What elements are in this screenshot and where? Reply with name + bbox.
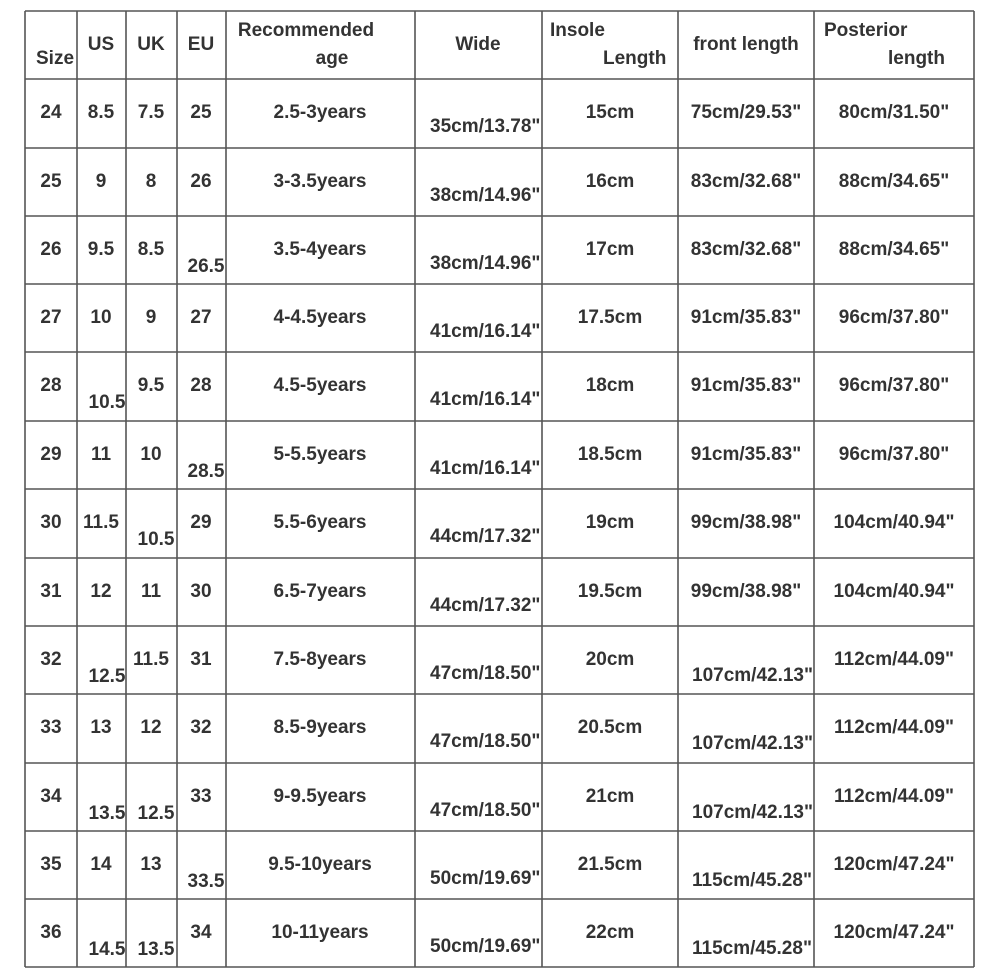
row-wide: 38cm/14.96" xyxy=(430,185,541,206)
row-size: 35 xyxy=(40,854,62,875)
row-posterior: 104cm/40.94" xyxy=(833,581,955,602)
row-uk: 8 xyxy=(145,171,157,192)
header-age-line2: age xyxy=(315,48,349,69)
row-posterior: 104cm/40.94" xyxy=(833,512,955,533)
row-eu: 33.5 xyxy=(187,871,225,892)
row-insole: 18.5cm xyxy=(577,444,643,465)
row-wide: 47cm/18.50" xyxy=(430,731,541,752)
row-wide: 38cm/14.96" xyxy=(430,253,541,274)
row-uk: 9 xyxy=(145,307,157,328)
row-size: 28 xyxy=(40,375,62,396)
row-posterior: 112cm/44.09" xyxy=(834,649,954,670)
row-insole: 19cm xyxy=(585,512,635,533)
row-eu: 31 xyxy=(190,649,212,670)
header-insole-line1: Insole xyxy=(550,20,605,41)
row-insole: 21cm xyxy=(585,786,635,807)
row-age: 3-3.5years xyxy=(273,171,367,192)
row-uk: 9.5 xyxy=(137,375,165,396)
row-age: 9-9.5years xyxy=(273,786,367,807)
row-wide: 47cm/18.50" xyxy=(430,800,541,821)
row-insole: 15cm xyxy=(585,102,635,123)
row-us: 8.5 xyxy=(87,102,115,123)
row-insole: 16cm xyxy=(585,171,635,192)
row-insole: 17.5cm xyxy=(577,307,643,328)
row-age: 7.5-8years xyxy=(273,649,367,670)
row-posterior: 96cm/37.80" xyxy=(838,375,950,396)
row-age: 3.5-4years xyxy=(273,239,367,260)
row-age: 6.5-7years xyxy=(273,581,367,602)
row-eu: 27 xyxy=(190,307,212,328)
row-size: 24 xyxy=(40,102,62,123)
row-us: 12 xyxy=(90,581,112,602)
row-size: 25 xyxy=(40,171,62,192)
row-size: 33 xyxy=(40,717,62,738)
row-wide: 41cm/16.14" xyxy=(430,458,541,479)
row-us: 12.5 xyxy=(88,666,126,687)
row-size: 31 xyxy=(40,581,62,602)
row-eu: 32 xyxy=(190,717,212,738)
header-front: front length xyxy=(693,34,799,55)
row-age: 5-5.5years xyxy=(273,444,367,465)
row-age: 4-4.5years xyxy=(273,307,367,328)
row-us: 14 xyxy=(90,854,112,875)
row-age: 10-11years xyxy=(271,922,369,943)
row-size: 26 xyxy=(40,239,62,260)
row-us: 11.5 xyxy=(83,512,119,533)
row-insole: 22cm xyxy=(585,922,635,943)
row-eu: 28.5 xyxy=(187,461,225,482)
row-front: 107cm/42.13" xyxy=(692,733,813,754)
row-uk: 10 xyxy=(140,444,162,465)
row-uk: 13 xyxy=(140,854,162,875)
row-us: 10 xyxy=(90,307,112,328)
row-us: 11 xyxy=(90,444,112,465)
row-front: 91cm/35.83" xyxy=(690,307,802,328)
row-posterior: 96cm/37.80" xyxy=(838,307,950,328)
header-size: Size xyxy=(36,48,75,69)
row-posterior: 88cm/34.65" xyxy=(838,239,950,260)
row-insole: 17cm xyxy=(585,239,635,260)
row-eu: 29 xyxy=(190,512,212,533)
row-size: 36 xyxy=(40,922,62,943)
row-uk: 11.5 xyxy=(133,649,169,670)
row-posterior: 112cm/44.09" xyxy=(834,717,954,738)
row-posterior: 88cm/34.65" xyxy=(838,171,950,192)
row-uk: 12.5 xyxy=(137,803,175,824)
row-front: 83cm/32.68" xyxy=(690,239,802,260)
row-size: 29 xyxy=(40,444,62,465)
row-insole: 20cm xyxy=(585,649,635,670)
row-front: 91cm/35.83" xyxy=(690,444,802,465)
row-insole: 18cm xyxy=(585,375,635,396)
row-wide: 44cm/17.32" xyxy=(430,526,541,547)
row-us: 13 xyxy=(90,717,112,738)
row-front: 91cm/35.83" xyxy=(690,375,802,396)
row-posterior: 120cm/47.24" xyxy=(833,854,955,875)
row-front: 107cm/42.13" xyxy=(692,665,813,686)
row-front: 115cm/45.28" xyxy=(692,870,812,891)
row-wide: 41cm/16.14" xyxy=(430,321,541,342)
row-wide: 47cm/18.50" xyxy=(430,663,541,684)
row-front: 75cm/29.53" xyxy=(690,102,802,123)
row-front: 107cm/42.13" xyxy=(692,802,813,823)
header-eu: EU xyxy=(187,34,215,55)
row-insole: 21.5cm xyxy=(577,854,643,875)
header-insole-line2: Length xyxy=(603,48,667,69)
header-uk: UK xyxy=(137,34,165,55)
row-us: 14.5 xyxy=(88,939,126,960)
row-eu: 26 xyxy=(190,171,212,192)
row-front: 99cm/38.98" xyxy=(690,512,802,533)
row-uk: 13.5 xyxy=(137,939,175,960)
row-insole: 19.5cm xyxy=(577,581,643,602)
header-wide: Wide xyxy=(455,34,501,55)
row-eu: 25 xyxy=(190,102,212,123)
row-us: 10.5 xyxy=(88,392,126,413)
row-wide: 41cm/16.14" xyxy=(430,389,541,410)
row-uk: 12 xyxy=(140,717,162,738)
row-size: 27 xyxy=(40,307,62,328)
row-front: 99cm/38.98" xyxy=(690,581,802,602)
row-eu: 34 xyxy=(190,922,212,943)
row-front: 83cm/32.68" xyxy=(690,171,802,192)
row-uk: 7.5 xyxy=(137,102,165,123)
row-age: 2.5-3years xyxy=(273,102,367,123)
row-eu: 33 xyxy=(190,786,212,807)
row-uk: 11 xyxy=(140,581,162,602)
header-us: US xyxy=(87,34,115,55)
row-age: 8.5-9years xyxy=(273,717,367,738)
row-posterior: 80cm/31.50" xyxy=(838,102,950,123)
row-eu: 30 xyxy=(190,581,212,602)
row-wide: 50cm/19.69" xyxy=(430,936,541,957)
header-age-line1: Recommended xyxy=(237,20,375,41)
row-uk: 8.5 xyxy=(137,239,165,260)
header-posterior-line1: Posterior xyxy=(824,20,908,41)
row-wide: 35cm/13.78" xyxy=(430,116,541,137)
row-size: 30 xyxy=(40,512,62,533)
row-front: 115cm/45.28" xyxy=(692,938,812,959)
row-us: 13.5 xyxy=(88,803,126,824)
row-uk: 10.5 xyxy=(137,529,175,550)
row-posterior: 112cm/44.09" xyxy=(834,786,954,807)
row-us: 9.5 xyxy=(87,239,115,260)
row-age: 9.5-10years xyxy=(268,854,372,875)
row-age: 4.5-5years xyxy=(273,375,367,396)
header-posterior-line2: length xyxy=(888,48,945,69)
row-posterior: 96cm/37.80" xyxy=(838,444,950,465)
row-eu: 26.5 xyxy=(187,256,225,277)
row-wide: 44cm/17.32" xyxy=(430,595,541,616)
row-us: 9 xyxy=(95,171,107,192)
row-insole: 20.5cm xyxy=(577,717,643,738)
row-wide: 50cm/19.69" xyxy=(430,868,541,889)
row-eu: 28 xyxy=(190,375,212,396)
row-age: 5.5-6years xyxy=(273,512,367,533)
row-size: 32 xyxy=(40,649,62,670)
row-posterior: 120cm/47.24" xyxy=(833,922,955,943)
row-size: 34 xyxy=(40,786,62,807)
